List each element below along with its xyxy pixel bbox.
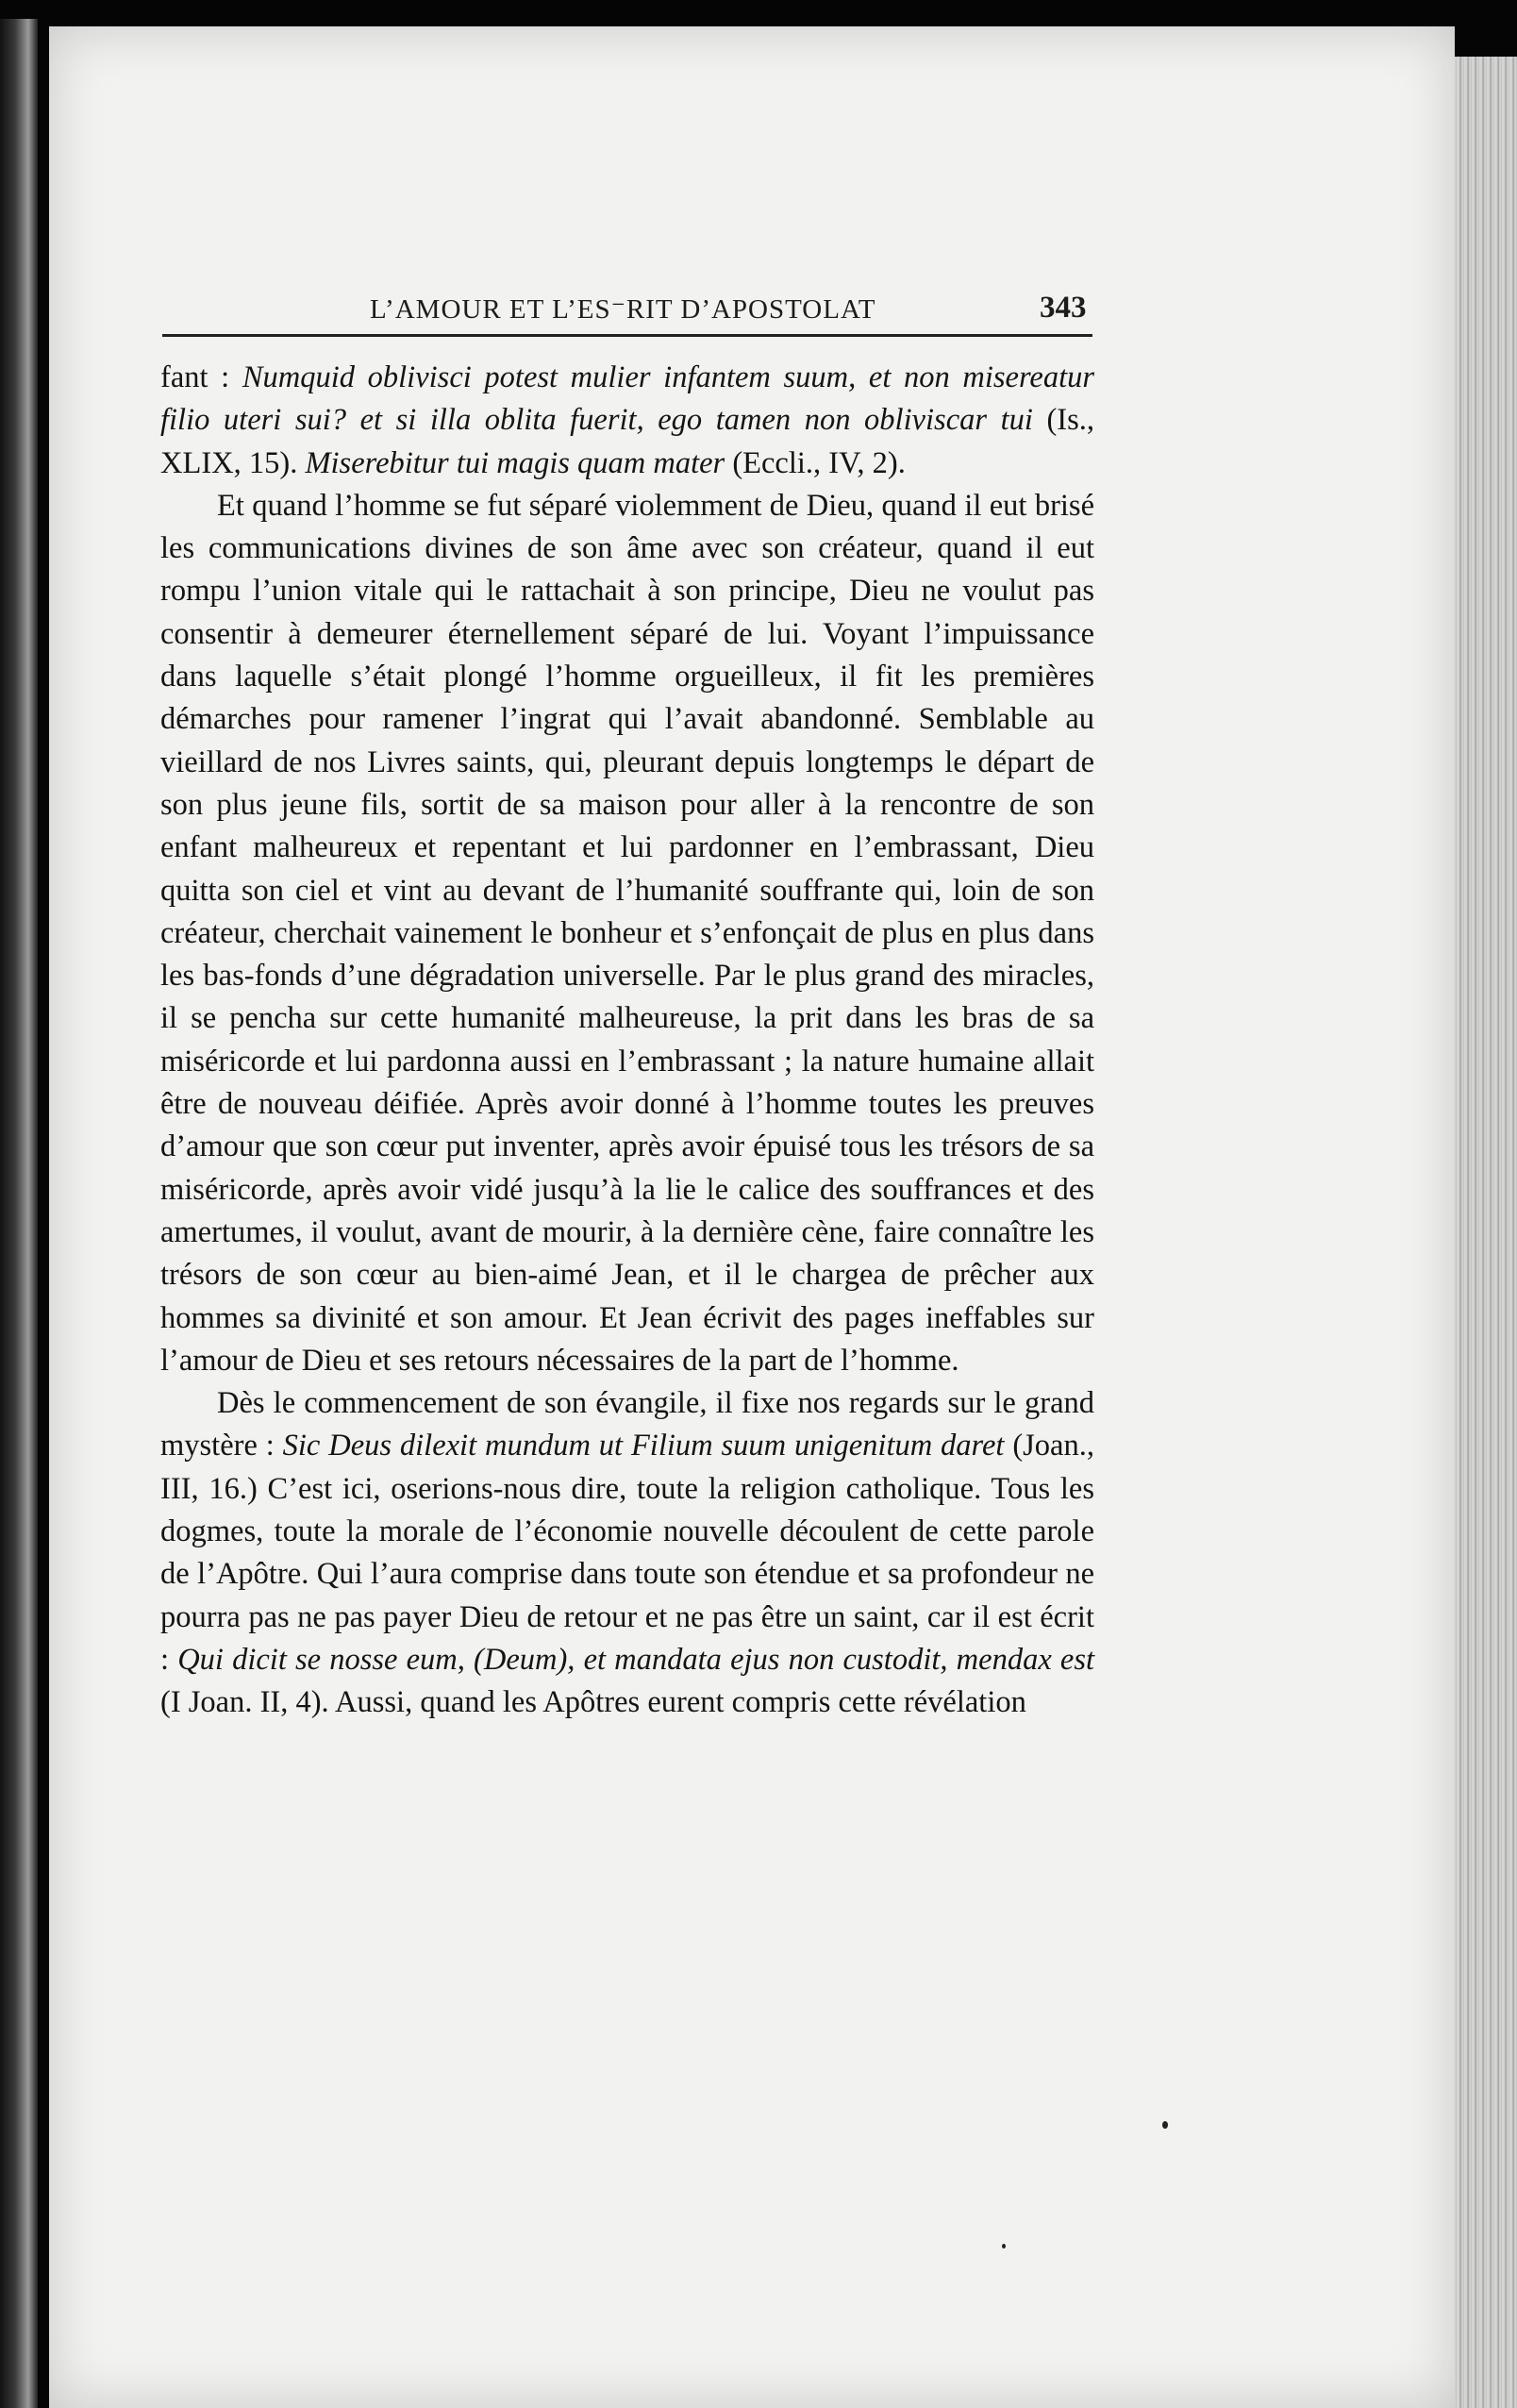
- p1-citation: (Is., XLIX, 15).: [160, 403, 1094, 480]
- running-head: [49, 293, 1455, 340]
- p3-latin-quote: Sic Deus dilexit mundum ut Filium suum unigenitum daret: [282, 1429, 1005, 1463]
- p1-latin-quote-2: Miserebitur tui magis quam mater: [305, 445, 725, 480]
- p1-text: fant :: [160, 360, 242, 394]
- chapter-running-title: L’AMOUR ET L’ES⁻RIT D’APOSTOLAT: [370, 294, 876, 325]
- header-rule: [162, 334, 1092, 337]
- page-number: 343: [1040, 291, 1087, 325]
- p3-text: Dès le commencement de son évangile, il fixe nos regards sur le grand mystère :: [160, 1386, 1094, 1463]
- p3-latin-quote-2: Qui dicit se nosse eum, (Deum), et mandata ejus non custodit, mendax est: [177, 1642, 1094, 1677]
- left-page-edge: [0, 19, 38, 2408]
- book-page: [49, 26, 1455, 2408]
- paragraph-2: Et quand l’homme se fut séparé violemment de Dieu, quand il eut brisé les communications divines de son âme avec son créateur, quand il eut rompu l’union vitale qui le rattachait à son principe, Dieu ne voulut pas consentir à demeurer éternellement séparé de lui. Voyant l’impuissance dans laquelle s’était plongé l’homme orgueilleux, il fit les premières démarches pour ramener l’ingrat qui l’avait abandonné. Semblable au vieillard de nos Livres saints, qui, pleurant depuis longtemps le départ de son plus jeune fils, sortit de sa maison pour aller à la rencontre de son enfant malheureux et repentant et lui pardonner en l’embrassant, Dieu quitta son ciel et vint au devant de l’humanité souffrante qui, loin de son créateur, cherchait vainement le bonheur et s’enfonçait de plus en plus dans les bas-fonds d’une dégradation universelle. Par le plus grand des miracles, il se pencha sur cette humanité malheureuse, la prit dans les bras de sa miséricorde et lui pardonna aussi en l’embrassant ; la nature humaine allait être de nouveau déifiée. Après avoir donné à l’homme toutes les preuves d’amour que son cœur put inventer, après avoir épuisé tous les trésors de sa miséricorde, après avoir vidé jusqu’à la lie le calice des souffrances et des amertumes, il voulut, avant de mourir, à la dernière cène, faire connaître les trésors de son cœur au bien-aimé Jean, et il le chargea de prêcher aux hommes sa divinité et son amour. Et Jean écrivit des pages ineffables sur l’amour de Dieu et ses retours nécessaires de la part de l’homme.: [160, 488, 1094, 1378]
- p3-text-3: (I Joan. II, 4). Aussi, quand les Apôtres eurent compris cette révélation: [160, 1685, 1026, 1720]
- paragraph-3: [160, 1382, 1094, 1724]
- body-text: [160, 357, 1094, 1725]
- p1-citation-2: (Eccli., IV, 2).: [725, 445, 906, 480]
- scan-speck: [1002, 2244, 1006, 2249]
- paragraph-1: [160, 357, 1094, 485]
- p3-text-2: (Joan., III, 16.) C’est ici, oserions-nous dire, toute la religion catholique. Tous les dogmes, toute la morale de l’économie nouvelle découlent de cette parole de l’Apôtre. Qui l’aura comprise dans toute son étendue et sa profondeur ne pourra pas ne pas payer Dieu de retour et ne pas être un saint, car il est écrit :: [160, 1429, 1094, 1677]
- p1-latin-quote: Numquid oblivisci potest mulier infantem suum, et non misereatur filio uteri sui? et si illa oblita fuerit, ego tamen non obliviscar tui: [160, 360, 1095, 438]
- scan-speck: [1162, 2121, 1168, 2129]
